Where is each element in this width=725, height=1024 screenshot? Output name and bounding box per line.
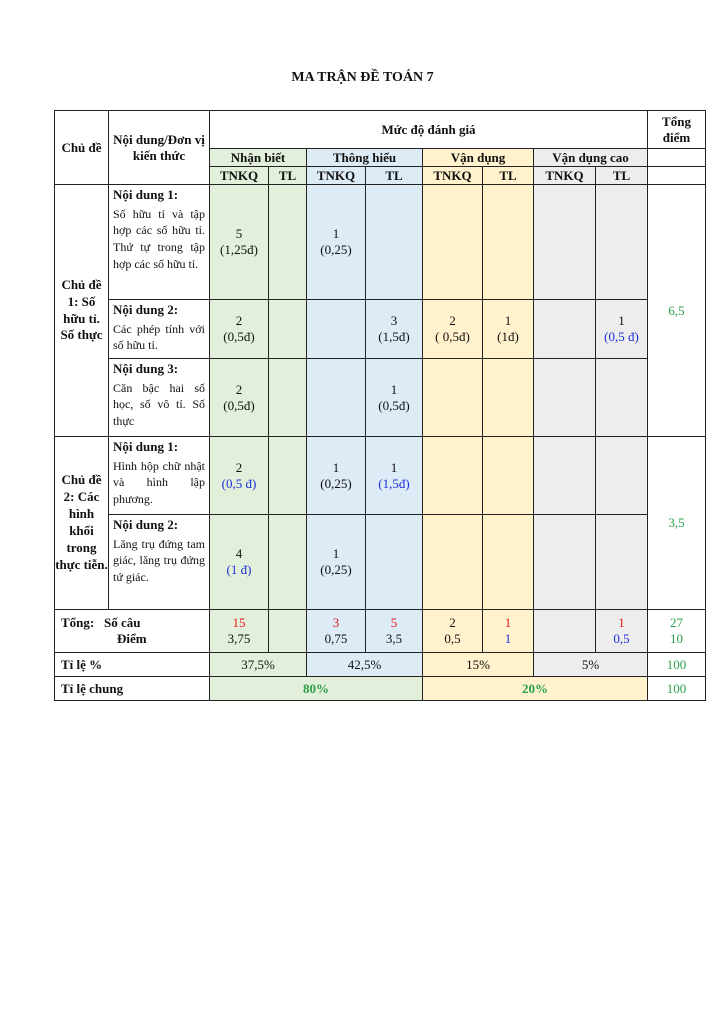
total-count: 5 — [390, 615, 398, 631]
cell-vdc-tl — [596, 437, 648, 515]
cell-score: (0,25) — [320, 562, 352, 577]
header-total-score: Tổng điểm — [648, 111, 706, 149]
header-row-1 — [55, 111, 706, 149]
cell-vd-tnkq — [423, 359, 483, 437]
cell-nb-tnkq — [210, 437, 269, 515]
cell-nb-tnkq — [210, 300, 269, 359]
cell-count: 1 — [332, 226, 340, 242]
common-ratio-low: 80% — [210, 677, 423, 701]
cell-vd-tnkq — [423, 300, 483, 359]
header-sub-tl: TL — [269, 167, 307, 185]
cell-nb-tl — [269, 300, 307, 359]
table-row — [55, 185, 706, 300]
header-sub-tl: TL — [596, 167, 648, 185]
cell-count: 4 — [235, 546, 243, 562]
ratio-total: 100 — [648, 653, 706, 677]
cell-count: 1 — [332, 546, 340, 562]
common-ratio-high: 20% — [423, 677, 648, 701]
header-assessment-level: Mức độ đánh giá — [210, 111, 648, 149]
totals-label-points: Điểm — [117, 631, 147, 646]
total-th-tnkq — [307, 610, 366, 653]
cell-count: 2 — [235, 381, 243, 397]
total-vdc-tl — [596, 610, 648, 653]
totals-row — [55, 610, 706, 653]
cell-nb-tl — [269, 515, 307, 610]
ratio-thong-hieu: 42,5% — [307, 653, 423, 677]
content-cell — [109, 515, 210, 610]
header-sub-tnkq: TNKQ — [307, 167, 366, 185]
header-sub-tnkq: TNKQ — [534, 167, 596, 185]
total-points: 0,5 — [613, 631, 630, 646]
cell-score: (1,5đ) — [378, 329, 410, 344]
cell-th-tnkq — [307, 515, 366, 610]
cell-score: (0,25) — [320, 475, 352, 491]
cell-vd-tl — [483, 359, 534, 437]
ratio-row — [55, 653, 706, 677]
total-points: 0,75 — [324, 631, 348, 646]
total-count: 1 — [504, 615, 512, 631]
cell-vd-tl — [483, 515, 534, 610]
table-row — [55, 515, 706, 610]
total-count: 2 — [449, 615, 456, 631]
cell-score: (1,5đ) — [378, 475, 410, 491]
topic-2-name: Chủ đề 2: Các hình khối trong thực tiễn. — [55, 437, 109, 610]
total-points: 10 — [670, 631, 683, 646]
cell-vdc-tl — [596, 515, 648, 610]
common-ratio-label: Tỉ lệ chung — [55, 677, 210, 701]
content-description: Căn bậc hai số học, số vô tỉ. Số thực — [113, 380, 205, 429]
cell-vdc-tl — [596, 300, 648, 359]
cell-score: (0,5đ) — [223, 397, 255, 413]
content-cell — [109, 300, 210, 359]
header-topic: Chủ đề — [55, 111, 109, 185]
cell-score: (0,25) — [320, 242, 352, 257]
total-vdc-tnkq — [534, 610, 596, 653]
cell-vd-tl — [483, 300, 534, 359]
cell-vdc-tnkq — [534, 185, 596, 300]
total-points: 1 — [504, 631, 512, 646]
assessment-matrix-table — [54, 110, 706, 701]
table-row — [55, 359, 706, 437]
ratio-van-dung-cao: 5% — [534, 653, 648, 677]
header-empty-cell — [648, 167, 706, 185]
cell-score: (0,5 đ) — [604, 329, 639, 344]
topic-1-name: Chủ đề 1: Số hữu tỉ. Số thực — [55, 185, 109, 437]
cell-th-tl — [366, 515, 423, 610]
cell-score: (0,5 đ) — [221, 475, 257, 491]
header-sub-tnkq: TNKQ — [210, 167, 269, 185]
header-level-thong-hieu: Thông hiểu — [307, 149, 423, 167]
grand-total — [648, 610, 706, 653]
cell-score: (1 đ) — [226, 562, 252, 577]
cell-th-tl — [366, 185, 423, 300]
total-points: 3,5 — [385, 631, 403, 646]
page-title: MA TRẬN ĐỀ TOÁN 7 — [291, 70, 434, 85]
cell-count: 3 — [390, 313, 398, 329]
cell-count: 1 — [504, 313, 512, 329]
cell-vdc-tnkq — [534, 300, 596, 359]
header-sub-tl: TL — [366, 167, 423, 185]
content-heading: Nội dung 2: — [113, 302, 179, 317]
cell-nb-tnkq — [210, 185, 269, 300]
cell-vdc-tl — [596, 185, 648, 300]
totals-label — [55, 610, 210, 653]
cell-vd-tnkq — [423, 185, 483, 300]
cell-score: (1đ) — [497, 329, 519, 344]
content-heading: Nội dung 1: — [113, 439, 179, 454]
cell-count: 1 — [332, 459, 340, 475]
total-th-tl — [366, 610, 423, 653]
cell-nb-tnkq — [210, 515, 269, 610]
header-level-van-dung: Vận dụng — [423, 149, 534, 167]
cell-th-tnkq — [307, 437, 366, 515]
totals-label-count: Số câu — [103, 615, 141, 631]
cell-count: 1 — [390, 381, 398, 397]
content-description: Hình hộp chữ nhật và hình lập phương. — [113, 458, 205, 507]
cell-score: ( 0,5đ) — [435, 329, 470, 344]
cell-vd-tnkq — [423, 515, 483, 610]
topic-1-total: 6,5 — [648, 185, 706, 437]
cell-nb-tl — [269, 359, 307, 437]
total-points: 0,5 — [444, 631, 461, 646]
total-vd-tl — [483, 610, 534, 653]
cell-th-tl — [366, 359, 423, 437]
header-sub-tl: TL — [483, 167, 534, 185]
header-sub-tnkq: TNKQ — [423, 167, 483, 185]
cell-vd-tl — [483, 185, 534, 300]
cell-vdc-tl — [596, 359, 648, 437]
table-row — [55, 300, 706, 359]
cell-count: 5 — [235, 226, 243, 242]
total-count: 15 — [232, 615, 246, 631]
cell-th-tl — [366, 437, 423, 515]
content-description: Số hữu tỉ và tập hợp các số hữu tỉ. Thứ tự trong tập hợp các số hữu tỉ. — [113, 206, 205, 271]
content-description: Lăng trụ đứng tam giác, lăng trụ đứng tứ giác. — [113, 536, 205, 585]
header-level-nhan-biet: Nhận biết — [210, 149, 307, 167]
cell-count: 2 — [235, 459, 243, 475]
header-empty-cell — [648, 149, 706, 167]
topic-2-total: 3,5 — [648, 437, 706, 610]
cell-vdc-tnkq — [534, 437, 596, 515]
cell-score: (1,25đ) — [220, 242, 258, 257]
cell-vd-tnkq — [423, 437, 483, 515]
header-content-unit: Nội dung/Đơn vị kiến thức — [109, 111, 210, 185]
total-nb-tnkq — [210, 610, 269, 653]
common-ratio-total: 100 — [648, 677, 706, 701]
cell-vdc-tnkq — [534, 359, 596, 437]
cell-count: 1 — [618, 313, 625, 329]
total-count: 1 — [618, 615, 625, 631]
ratio-label: Tỉ lệ % — [55, 653, 210, 677]
cell-count: 2 — [449, 313, 456, 329]
total-count: 27 — [670, 615, 683, 631]
cell-th-tnkq — [307, 300, 366, 359]
content-cell — [109, 437, 210, 515]
cell-th-tnkq — [307, 359, 366, 437]
content-description: Các phép tính với số hữu tỉ. — [113, 321, 205, 353]
content-heading: Nội dung 3: — [113, 361, 179, 376]
cell-th-tl — [366, 300, 423, 359]
cell-count: 2 — [235, 313, 243, 329]
content-heading: Nội dung 1: — [113, 187, 179, 202]
cell-th-tnkq — [307, 185, 366, 300]
cell-nb-tl — [269, 185, 307, 300]
cell-vd-tl — [483, 437, 534, 515]
total-count: 3 — [332, 615, 340, 631]
cell-nb-tnkq — [210, 359, 269, 437]
total-nb-tl — [269, 610, 307, 653]
common-ratio-row — [55, 677, 706, 701]
cell-score: (0,5đ) — [378, 397, 410, 413]
content-cell — [109, 185, 210, 300]
totals-label-main: Tổng: — [61, 615, 95, 631]
content-cell — [109, 359, 210, 437]
table-row — [55, 437, 706, 515]
header-level-van-dung-cao: Vận dụng cao — [534, 149, 648, 167]
cell-nb-tl — [269, 437, 307, 515]
cell-score: (0,5đ) — [223, 329, 255, 344]
cell-count: 1 — [390, 459, 398, 475]
ratio-van-dung: 15% — [423, 653, 534, 677]
total-vd-tnkq — [423, 610, 483, 653]
content-heading: Nội dung 2: — [113, 517, 179, 532]
cell-vdc-tnkq — [534, 515, 596, 610]
total-points: 3,75 — [227, 631, 251, 646]
ratio-nhan-biet: 37,5% — [210, 653, 307, 677]
